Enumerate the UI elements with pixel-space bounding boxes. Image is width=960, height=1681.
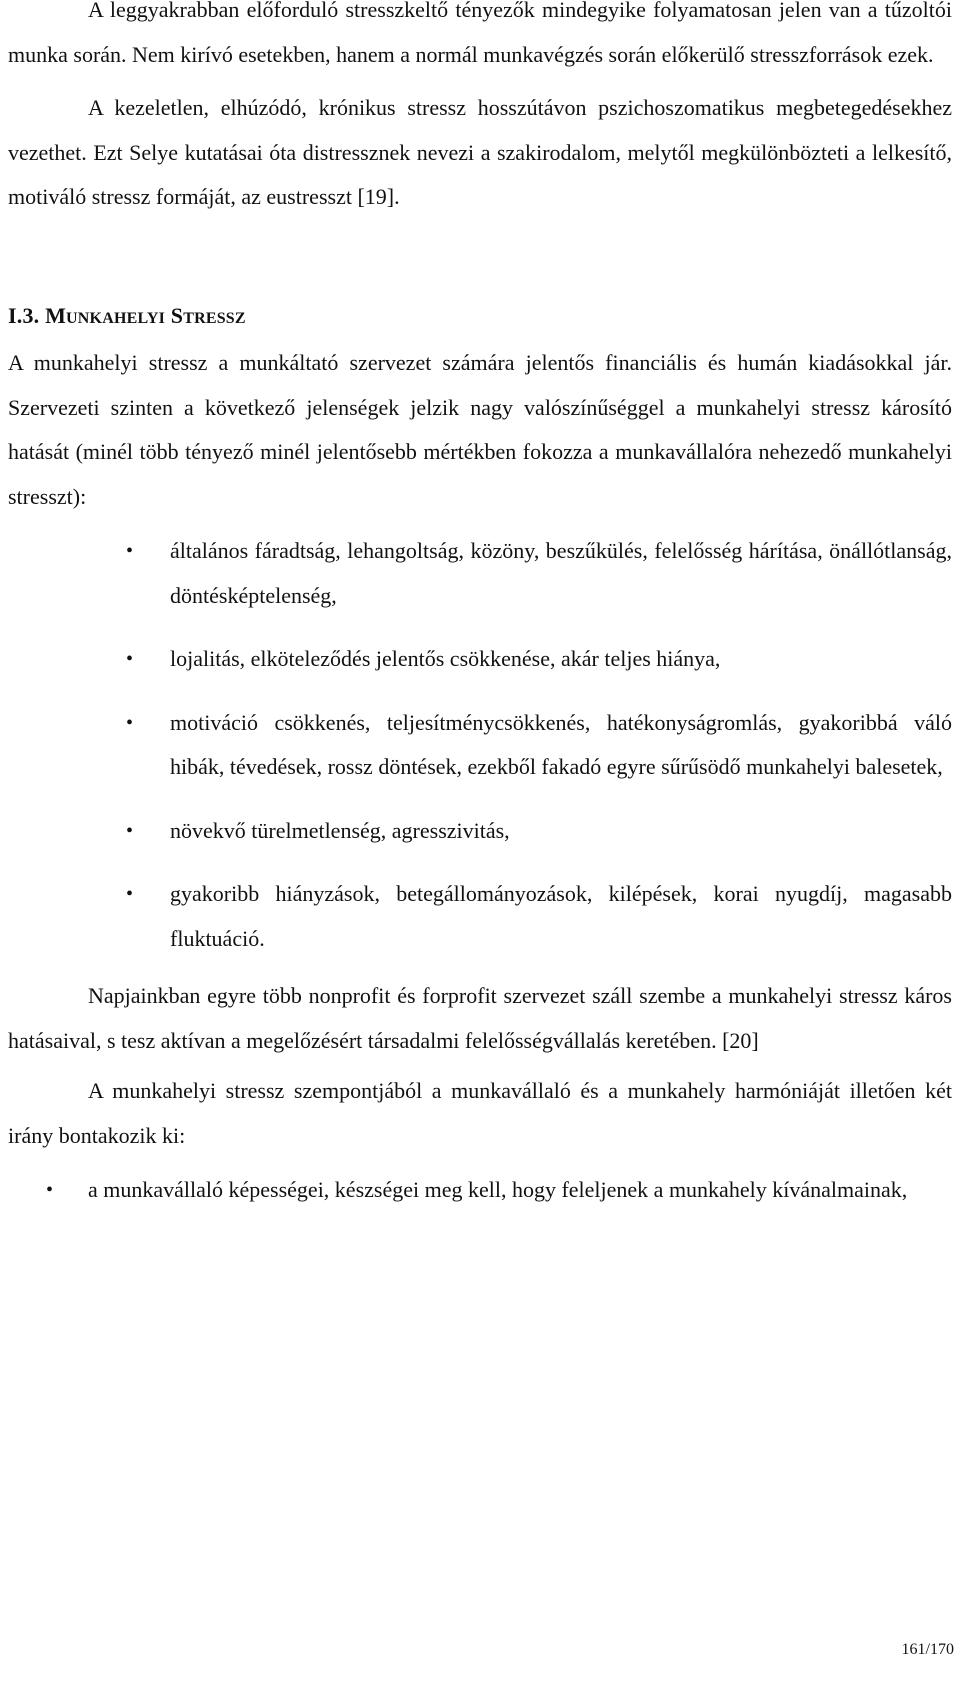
heading-rest-2: TRESSZ — [183, 309, 246, 327]
section-heading — [8, 294, 952, 342]
list-item-text: lojalitás, elköteleződés jelentős csökkenése, akár teljes hiánya, — [170, 646, 721, 671]
bullet-icon: • — [126, 648, 134, 670]
list-item — [126, 701, 952, 790]
list-item-text: motiváció csökkenés, teljesítménycsökkenés, hatékonyságromlás, gyakoribbá váló hibák, tévedések, rossz döntések, ezekből fakadó egyre sűrűsödő munkahelyi balesetek, — [170, 709, 952, 779]
paragraph-organizations: Napjainkban egyre több nonprofit és forprofit szervezet száll szembe a munkahelyi stressz káros hatásaival, s tesz aktívan a megelőzésért társadalmi felelősségvállalás keretében. [20] — [8, 983, 952, 1053]
paragraph-stressors: A leggyakrabban előforduló stresszkeltő tényezők mindegyike folyamatosan jelen van a tűzoltói munka során. Nem kirívó esetekben, hanem a normál munkavégzés során előkerülő stresszforrások ezek. — [8, 0, 952, 67]
list-item-text: a munkavállaló képességei, készségei meg kell, hogy feleljenek a munkahely kívánalmainak, — [88, 1177, 908, 1202]
heading-rest-1: UNKAHELYI — [66, 309, 166, 327]
paragraph-distress: A kezeletlen, elhúzódó, krónikus stressz hosszútávon pszichoszomatikus megbetegedésekhez vezethet. Ezt Selye kutatásai óta distressznek nevezi a szakirodalom, melytől megkülönbözteti a lelkesítő, motiváló stressz formáját, az eustresszt [19]. — [8, 95, 952, 209]
list-item-text: általános fáradtság, lehangoltság, közöny, beszűkülés, felelősség hárítása, önállótlanság, döntésképtelenség, — [170, 538, 952, 608]
heading-initial-2: S — [170, 302, 184, 328]
bullet-icon: • — [126, 883, 134, 905]
list-item-text: növekvő türelmetlenség, agresszivitás, — [170, 817, 510, 843]
paragraph-harmony: A munkahelyi stressz szempontjából a munkavállaló és a munkahely harmóniáját illetően két irány bontakozik ki: — [8, 1078, 952, 1148]
page-number: 161/170 — [901, 1641, 954, 1658]
symptom-list — [8, 529, 952, 961]
list-item — [126, 872, 952, 961]
section-number: I.3. — [8, 302, 40, 328]
list-item-text: gyakoribb hiányzások, betegállományozások, kilépések, korai nyugdíj, magasabb fluktuáció. — [170, 881, 952, 951]
paragraph-workplace-stress: A munkahelyi stressz a munkáltató szervezet számára jelentős financiális és humán kiadásokkal jár. Szervezeti szinten a következő jelenségek jelzik nagy valószínűséggel a munkahelyi stressz károsító hatását (minél több tényező minél jelentősebb mértékben fokozza a munkavállalóra nehezedő munkahelyi stresszt): — [8, 350, 952, 509]
bullet-icon: • — [126, 711, 134, 734]
list-item — [46, 1168, 952, 1213]
list-item — [126, 637, 952, 682]
list-item — [126, 809, 952, 854]
heading-initial-1: M — [45, 302, 67, 328]
bullet-icon: • — [126, 540, 134, 562]
direction-list — [8, 1168, 952, 1213]
bullet-icon: • — [126, 819, 134, 842]
list-item — [126, 529, 952, 618]
bullet-icon: • — [46, 1179, 54, 1201]
